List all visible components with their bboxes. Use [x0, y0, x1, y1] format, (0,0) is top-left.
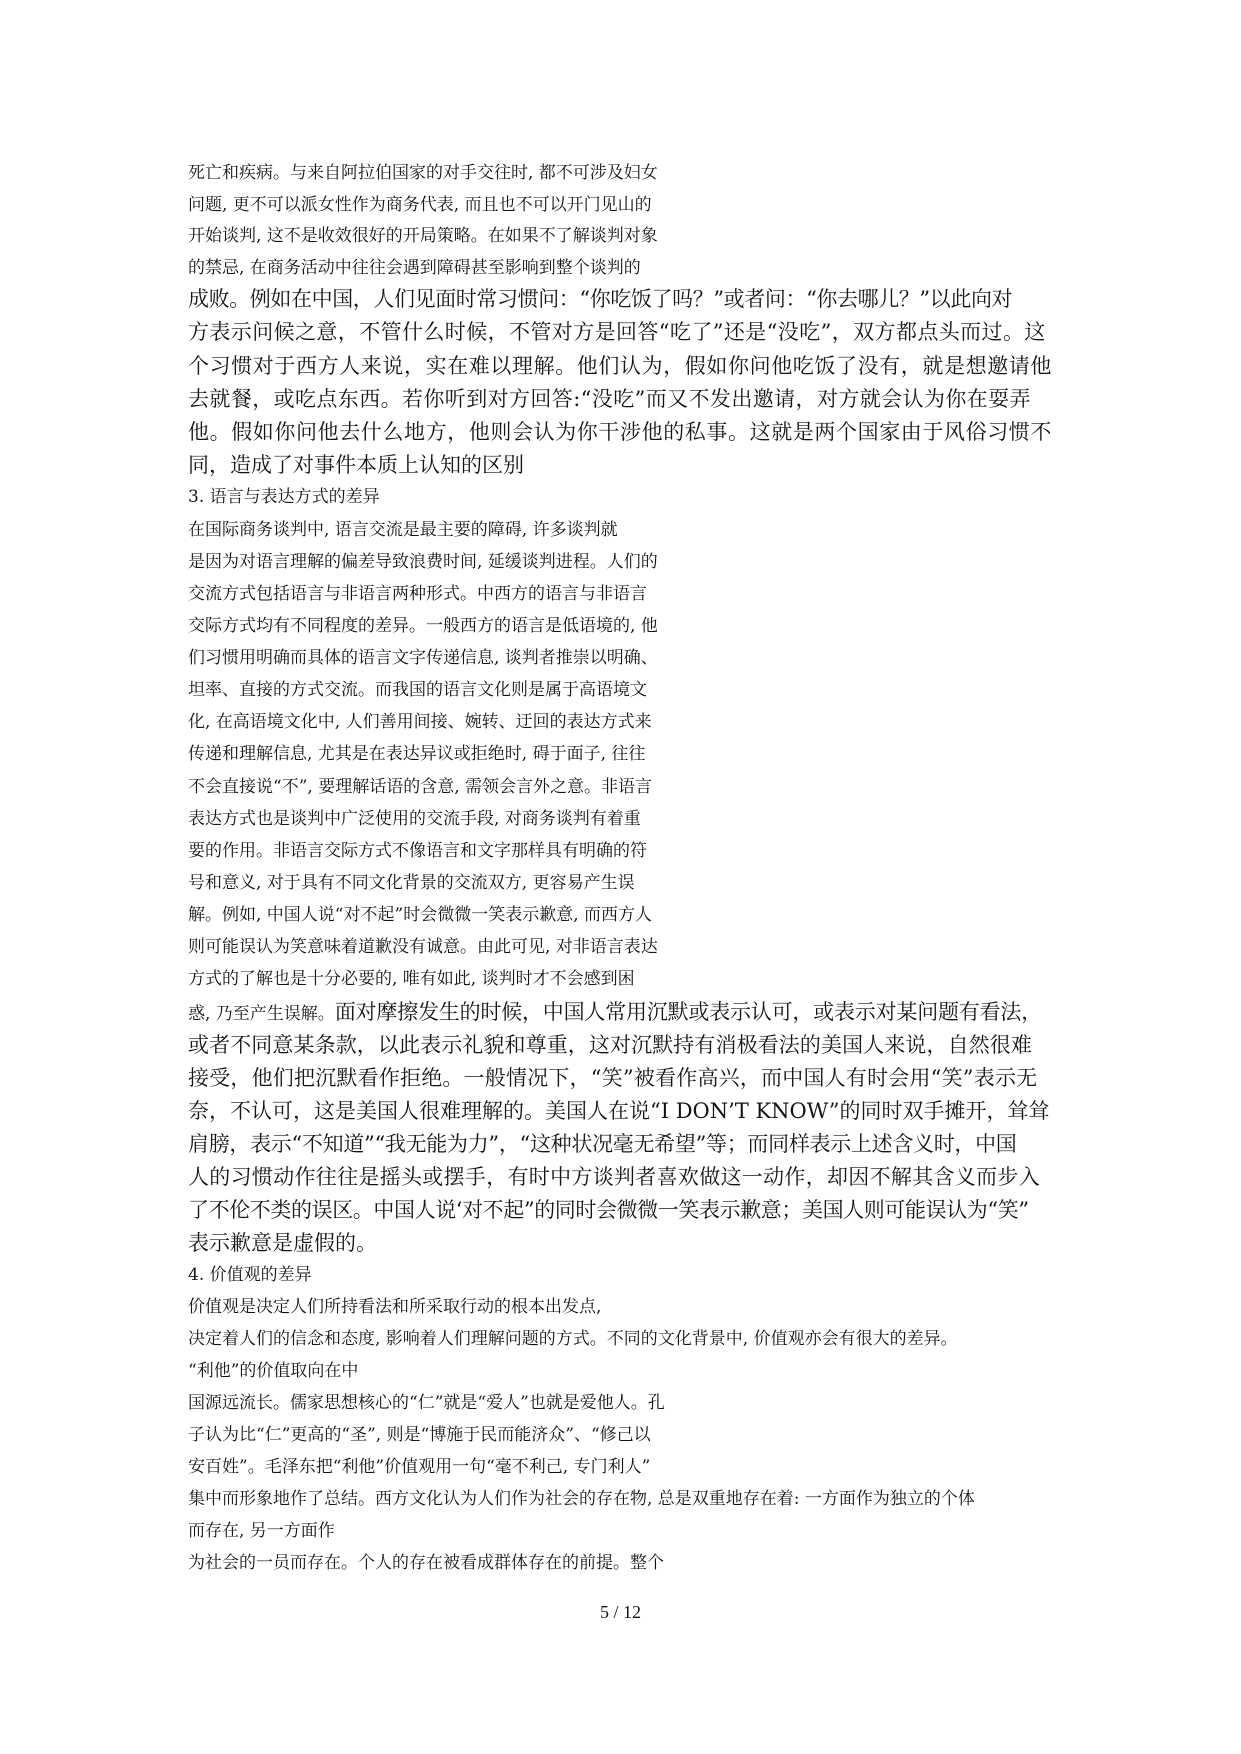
text-line: 问题, 更不可以派女性作为商务代表, 而且也不可以开门见山的 — [188, 195, 652, 215]
text-line: 价值观是决定人们所持看法和所采取行动的根本出发点, — [188, 1297, 602, 1317]
text-line: 传递和理解信息, 尤其是在表达异议或拒绝时, 碍于面子, 往往 — [188, 744, 646, 764]
text-line: 同，造成了对事件本质上认知的区别 — [188, 453, 524, 477]
text-line: 则可能误认为笑意味着道歉没有诚意。由此可见, 对非语言表达 — [188, 937, 658, 957]
text-fragment: 惑, 乃至产生误解。 — [188, 1004, 335, 1024]
text-line: 肩膀，表示“不知道”“我无能为力”，“这种状况毫无希望”等；而同样表示上述含义时，中国 — [188, 1132, 1017, 1156]
page-number: 5 / 12 — [599, 1602, 641, 1622]
text-line: 表达方式也是谈判中广泛使用的交流手段, 对商务谈判有着重 — [188, 809, 641, 829]
text-line: 在国际商务谈判中, 语言交流是最主要的障碍, 许多谈判就 — [188, 520, 618, 540]
text-line: 去就餐，或吃点东西。若你听到对方回答:“没吃”而又不发出邀请，对方就会认为你在耍弄 — [188, 387, 1031, 411]
text-line: 子认为比“仁”更高的“圣”, 则是“博施于民而能济众”、“修己以 — [188, 1425, 651, 1445]
text-line: 接受，他们把沉默看作拒绝。一般情况下，“笑”被看作高兴，而中国人有时会用“笑”表示无 — [188, 1066, 1038, 1090]
text-fragment: 面对摩擦发生的时候，中国人常用沉默或表示认可，或表示对某问题有看法， — [334, 1000, 1043, 1024]
text-line: 化, 在高语境文化中, 人们善用间接、婉转、迂回的表达方式来 — [188, 712, 652, 732]
section-heading: 3. 语言与表达方式的差异 — [188, 487, 380, 507]
text-line: 人的习惯动作往往是摇头或摆手，有时中方谈判者喜欢做这一动作，却因不解其含义而步入 — [188, 1165, 1040, 1189]
text-line: “利他”的价值取向在中 — [188, 1361, 359, 1381]
text-line: 号和意义, 对于具有不同文化背景的交流双方, 更容易产生误 — [188, 873, 635, 893]
text-line: 为社会的一员而存在。个人的存在被看成群体存在的前提。整个 — [188, 1553, 664, 1573]
text-line: 不会直接说“不”, 要理解话语的含意, 需领会言外之意。非语言 — [188, 777, 652, 797]
text-line: 而存在, 另一方面作 — [188, 1521, 335, 1541]
text-line: 的禁忌, 在商务活动中往往会遇到障碍甚至影响到整个谈判的 — [188, 258, 641, 278]
text-line: 他。假如你问他去什么地方，他则会认为你干涉他的私事。这就是两个国家由于风俗习惯不 — [188, 420, 1052, 444]
text-line: 们习惯用明确而具体的语言文字传递信息, 谈判者推崇以明确、 — [188, 648, 658, 668]
text-line: 坦率、直接的方式交流。而我国的语言文化则是属于高语境文 — [188, 680, 647, 700]
text-line: 了不伦不类的误区。中国人说‘对不起”的同时会微微一笑表示歉意；美国人则可能误认为“笑” — [188, 1198, 1029, 1222]
text-line: 方表示问候之意，不管什么时候，不管对方是回答“吃了”还是“没吃”，双方都点头而过。这 — [188, 320, 1046, 344]
text-line: 国源远流长。儒家思想核心的“仁”就是“爱人”也就是爱他人。孔 — [188, 1393, 665, 1413]
text-line: 表示歉意是虚假的。 — [188, 1231, 377, 1255]
text-line: 决定着人们的信念和态度, 影响着人们理解问题的方式。不同的文化背景中, 价值观亦会有很大的差异。 — [188, 1329, 958, 1349]
text-line: 方式的了解也是十分必要的, 唯有如此, 谈判时才不会感到困 — [188, 969, 635, 989]
text-line: 奈，不认可，这是美国人很难理解的。美国人在说“I DON’T KNOW”的同时双手摊开，耸耸 — [188, 1099, 1050, 1123]
mixed-text-line — [188, 996, 1042, 1026]
text-line: 安百姓”。毛泽东把“利他”价值观用一句“毫不利己, 专门利人” — [188, 1457, 651, 1477]
text-line: 交际方式均有不同程度的差异。一般西方的语言是低语境的, 他 — [188, 616, 658, 636]
text-line: 或者不同意某条款，以此表示礼貌和尊重，这对沉默持有消极看法的美国人来说，自然很难 — [188, 1033, 1032, 1057]
text-line: 集中而形象地作了总结。西方文化认为人们作为社会的存在物, 总是双重地存在着: 一方面作为独立的个体 — [188, 1489, 975, 1509]
text-line: 交流方式包括语言与非语言两种形式。中西方的语言与非语言 — [188, 584, 647, 604]
text-line: 是因为对语言理解的偏差导致浪费时间, 延缓谈判进程。人们的 — [188, 552, 658, 572]
section-heading: 4. 价值观的差异 — [188, 1265, 312, 1285]
text-line: 死亡和疾病。与来自阿拉伯国家的对手交往时, 都不可涉及妇女 — [188, 163, 658, 183]
text-line: 成败。例如在中国，人们见面时常习惯问：“你吃饭了吗？”或者问：“你去哪儿？”以此向对 — [188, 287, 1013, 311]
text-line: 要的作用。非语言交际方式不像语言和文字那样具有明确的符 — [188, 841, 647, 861]
text-line: 开始谈判, 这不是收效很好的开局策略。在如果不了解谈判对象 — [188, 226, 658, 246]
text-line: 解。例如, 中国人说“对不起”时会微微一笑表示歉意, 而西方人 — [188, 905, 652, 925]
text-line: 个习惯对于西方人来说，实在难以理解。他们认为，假如你问他吃饭了没有，就是想邀请他 — [188, 354, 1052, 378]
